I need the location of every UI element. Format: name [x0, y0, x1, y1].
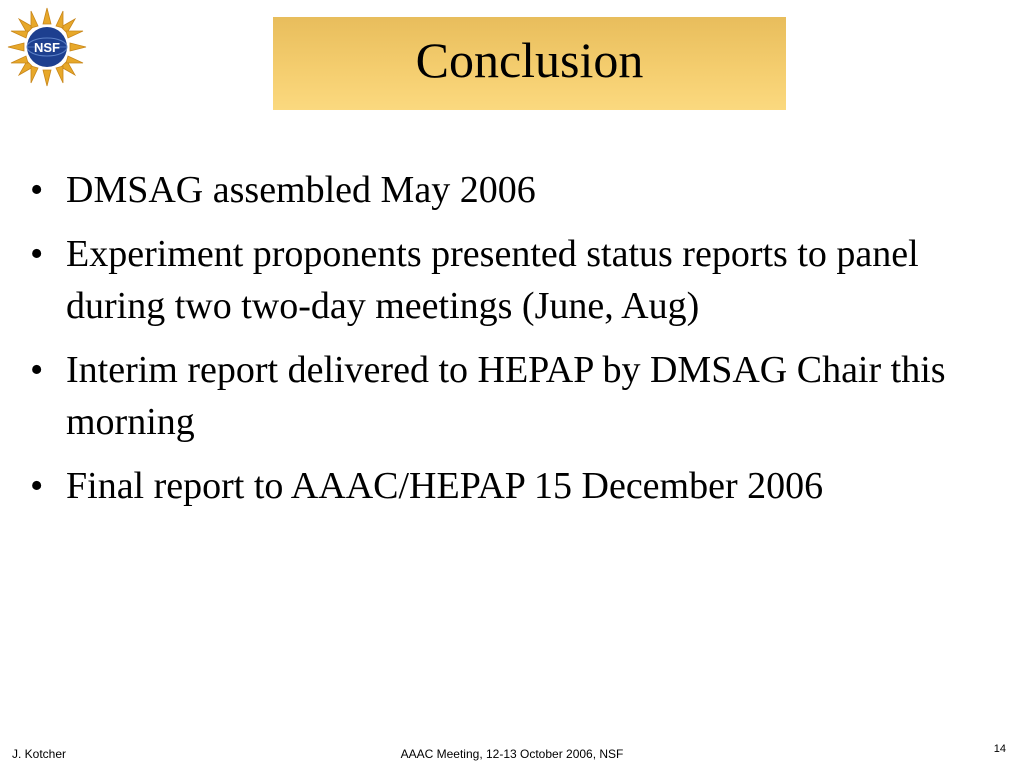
bullet-item [28, 460, 1008, 512]
slide-title: Conclusion [415, 31, 644, 88]
bullet-marker: • [30, 465, 44, 507]
bullet-item [28, 228, 1008, 332]
footer-event: AAAC Meeting, 12-13 October 2006, NSF [400, 747, 624, 761]
footer-author: J. Kotcher [12, 747, 67, 761]
bullet-item [28, 164, 1008, 216]
bullet-text: Experiment proponents presented status reports to panel during two two-day meetings (June, Aug) [66, 233, 919, 327]
bullet-item [28, 344, 1008, 448]
nsf-logo-icon [6, 6, 88, 88]
bullet-text: DMSAG assembled May 2006 [66, 169, 536, 211]
page-number: 14 [993, 743, 1006, 755]
title-banner [273, 17, 786, 110]
bullet-marker: • [30, 349, 44, 391]
bullet-marker: • [30, 169, 44, 211]
nsf-logo-text: NSF [34, 40, 60, 55]
bullet-text: Interim report delivered to HEPAP by DMSAG Chair this morning [66, 349, 946, 443]
bullet-list [28, 164, 1008, 524]
bullet-marker: • [30, 233, 44, 275]
bullet-text: Final report to AAAC/HEPAP 15 December 2006 [66, 465, 824, 507]
